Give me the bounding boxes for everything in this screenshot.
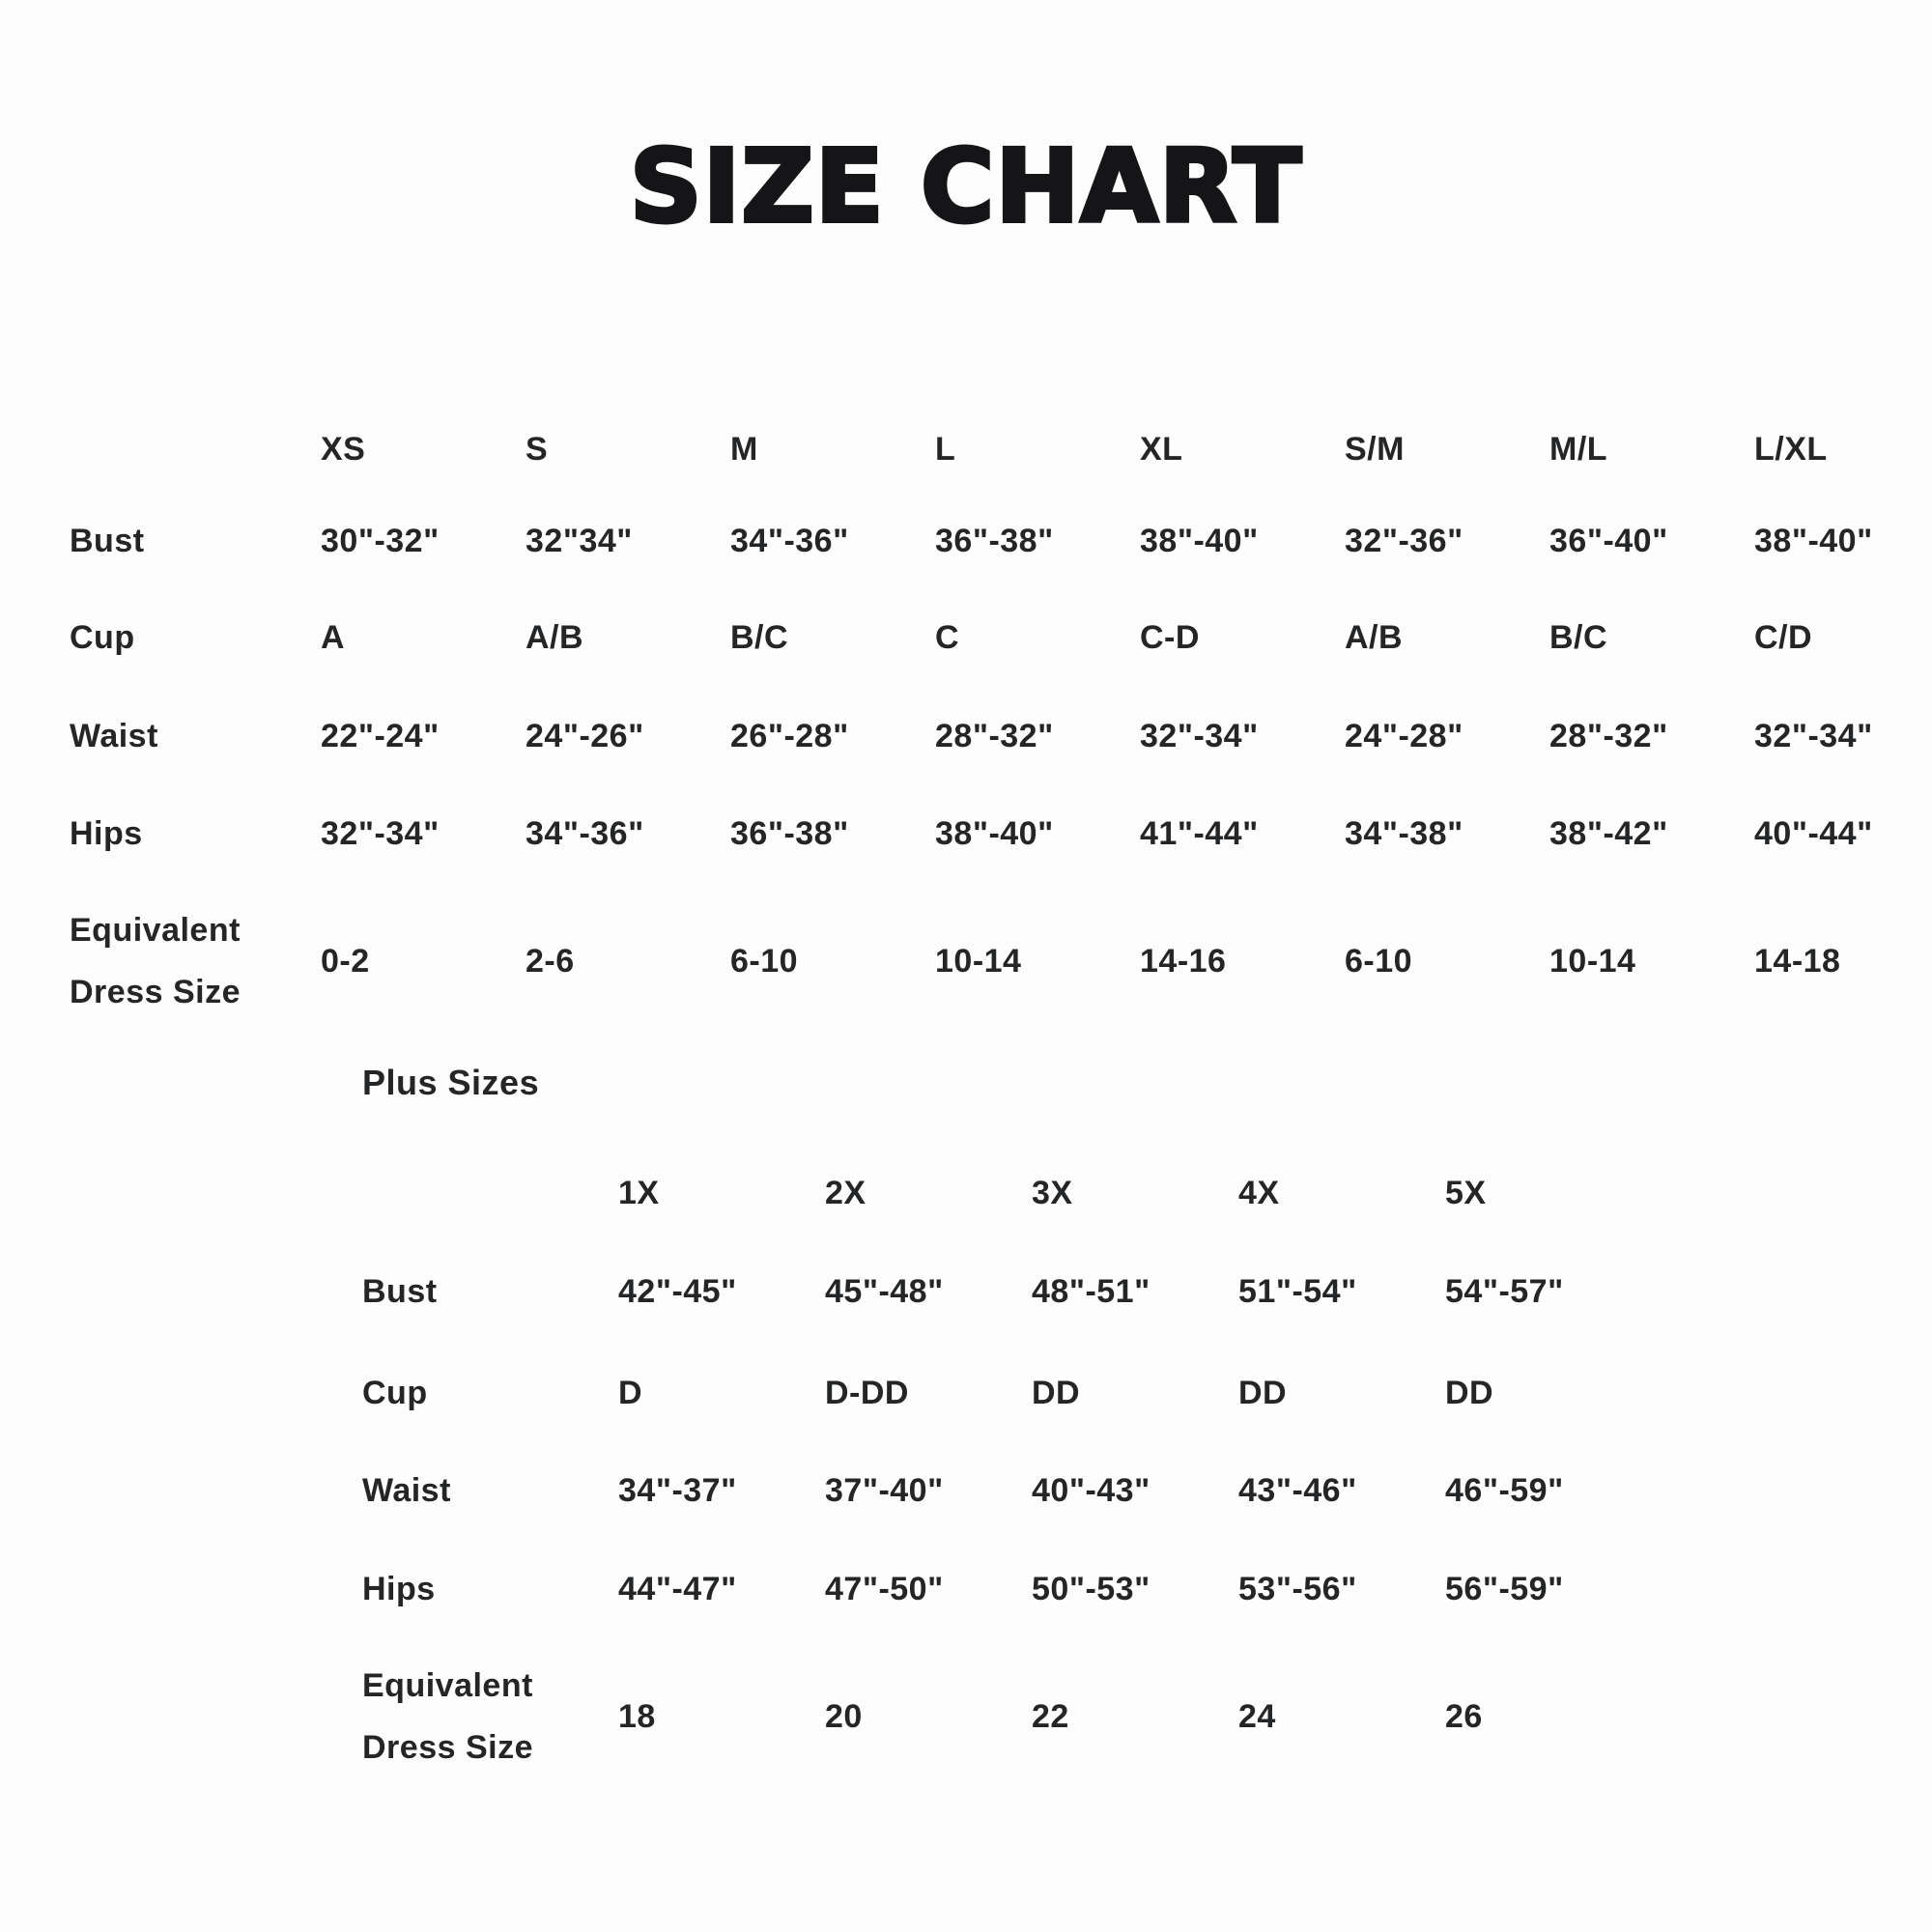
table-cell: 30"-32" [321, 523, 440, 559]
table-cell: 10-14 [1549, 942, 1636, 980]
table-cell: D-DD [825, 1374, 909, 1411]
table-cell: 41"-44" [1140, 814, 1259, 852]
row-label-line: Dress Size [362, 1729, 533, 1766]
table-cell: 24"-28" [1345, 717, 1463, 754]
row-label [362, 1636, 618, 1797]
table-cell: 36"-40" [1549, 523, 1668, 559]
column-header: 5X [1445, 1174, 1487, 1211]
table-cell: 38"-42" [1549, 814, 1668, 852]
table-cell: 51"-54" [1238, 1272, 1357, 1310]
table-cell: 47"-50" [825, 1570, 944, 1607]
table-cell: 37"-40" [825, 1471, 944, 1509]
column-header: L [935, 431, 956, 468]
column-header: 2X [825, 1174, 867, 1211]
table-cell: 40"-43" [1032, 1471, 1151, 1509]
table-cell: 32"34" [526, 523, 633, 559]
table-cell: 14-16 [1140, 942, 1227, 980]
table-cell: 34"-36" [730, 523, 849, 559]
table-cell: 34"-36" [526, 814, 644, 852]
table-cell: 32"-34" [1754, 717, 1873, 754]
standard-size-table [70, 404, 1932, 1038]
row-label: Cup [70, 619, 135, 656]
corner-cell [362, 1150, 618, 1236]
table-cell: 46"-59" [1445, 1471, 1564, 1509]
table-cell: 22 [1032, 1697, 1069, 1735]
table-cell: 40"-44" [1754, 814, 1873, 852]
table-cell: 32"-34" [1140, 717, 1259, 754]
column-header: XS [321, 431, 366, 468]
plus-sizes-heading: Plus Sizes [362, 1063, 540, 1102]
table-cell: 44"-47" [618, 1570, 737, 1607]
column-header: L/XL [1754, 431, 1828, 468]
row-label [70, 884, 321, 1038]
row-label: Cup [362, 1374, 428, 1411]
table-cell: 43"-46" [1238, 1471, 1357, 1509]
table-cell: 18 [618, 1697, 656, 1735]
table-cell: 2-6 [526, 942, 575, 980]
table-cell: 26 [1445, 1697, 1483, 1735]
table-cell: C-D [1140, 619, 1200, 656]
table-row [70, 884, 1932, 1038]
page-title: SIZE CHART [629, 128, 1303, 245]
row-label: Hips [362, 1570, 436, 1607]
row-label: Waist [70, 717, 158, 754]
table-cell: 28"-32" [935, 717, 1054, 754]
table-cell: 0-2 [321, 942, 370, 980]
table-cell: A/B [526, 619, 584, 656]
row-label: Bust [70, 523, 145, 559]
table-cell: 36"-38" [730, 814, 849, 852]
table-cell: B/C [730, 619, 789, 656]
row-label-line: Equivalent [70, 912, 241, 949]
table-cell: 36"-38" [935, 523, 1054, 559]
table-row [70, 496, 1932, 587]
column-header: XL [1140, 431, 1183, 468]
table-cell: 53"-56" [1238, 1570, 1357, 1607]
table-cell: 50"-53" [1032, 1570, 1151, 1607]
table-cell: 42"-45" [618, 1272, 737, 1310]
header-row [362, 1150, 1811, 1236]
table-cell: 24"-26" [526, 717, 644, 754]
column-header: 4X [1238, 1174, 1280, 1211]
row-label: Bust [362, 1272, 438, 1310]
table-cell: 14-18 [1754, 942, 1841, 980]
table-cell: 32"-34" [321, 814, 440, 852]
plus-size-table [362, 1150, 1811, 1797]
table-cell: 6-10 [730, 942, 799, 980]
row-label: Waist [362, 1471, 451, 1509]
table-cell: 34"-37" [618, 1471, 737, 1509]
table-cell: C/D [1754, 619, 1813, 656]
table-row [70, 587, 1932, 689]
table-cell: 28"-32" [1549, 717, 1668, 754]
table-cell: 24 [1238, 1697, 1276, 1735]
table-row [70, 689, 1932, 783]
row-label-line: Dress Size [70, 974, 241, 1010]
table-cell: 54"-57" [1445, 1272, 1564, 1310]
table-cell: DD [1445, 1374, 1494, 1411]
table-cell: 38"-40" [935, 814, 1054, 852]
table-cell: 20 [825, 1697, 863, 1735]
table-row [362, 1636, 1811, 1797]
table-cell: C [935, 619, 960, 656]
table-cell: 10-14 [935, 942, 1022, 980]
table-cell: 56"-59" [1445, 1570, 1564, 1607]
table-row [362, 1236, 1811, 1347]
table-cell: 45"-48" [825, 1272, 944, 1310]
table-row [362, 1542, 1811, 1636]
table-cell: 34"-38" [1345, 814, 1463, 852]
corner-cell [70, 404, 321, 496]
table-cell: A [321, 619, 346, 656]
row-label-line: Equivalent [362, 1667, 533, 1704]
table-cell: 38"-40" [1754, 523, 1873, 559]
table-cell: 6-10 [1345, 942, 1413, 980]
table-cell: 26"-28" [730, 717, 849, 754]
table-cell: 22"-24" [321, 717, 440, 754]
column-header: S [526, 431, 549, 468]
table-row [362, 1347, 1811, 1439]
column-header: M/L [1549, 431, 1608, 468]
column-header: S/M [1345, 431, 1405, 468]
table-cell: 48"-51" [1032, 1272, 1151, 1310]
header-row [70, 404, 1932, 496]
table-cell: 32"-36" [1345, 523, 1463, 559]
table-cell: D [618, 1374, 643, 1411]
table-row [70, 783, 1932, 884]
table-cell: A/B [1345, 619, 1404, 656]
table-row [362, 1439, 1811, 1542]
column-header: 3X [1032, 1174, 1073, 1211]
column-header: M [730, 431, 758, 468]
row-label: Hips [70, 814, 143, 852]
column-header: 1X [618, 1174, 660, 1211]
table-cell: B/C [1549, 619, 1608, 656]
table-cell: 38"-40" [1140, 523, 1259, 559]
table-cell: DD [1032, 1374, 1081, 1411]
table-cell: DD [1238, 1374, 1288, 1411]
